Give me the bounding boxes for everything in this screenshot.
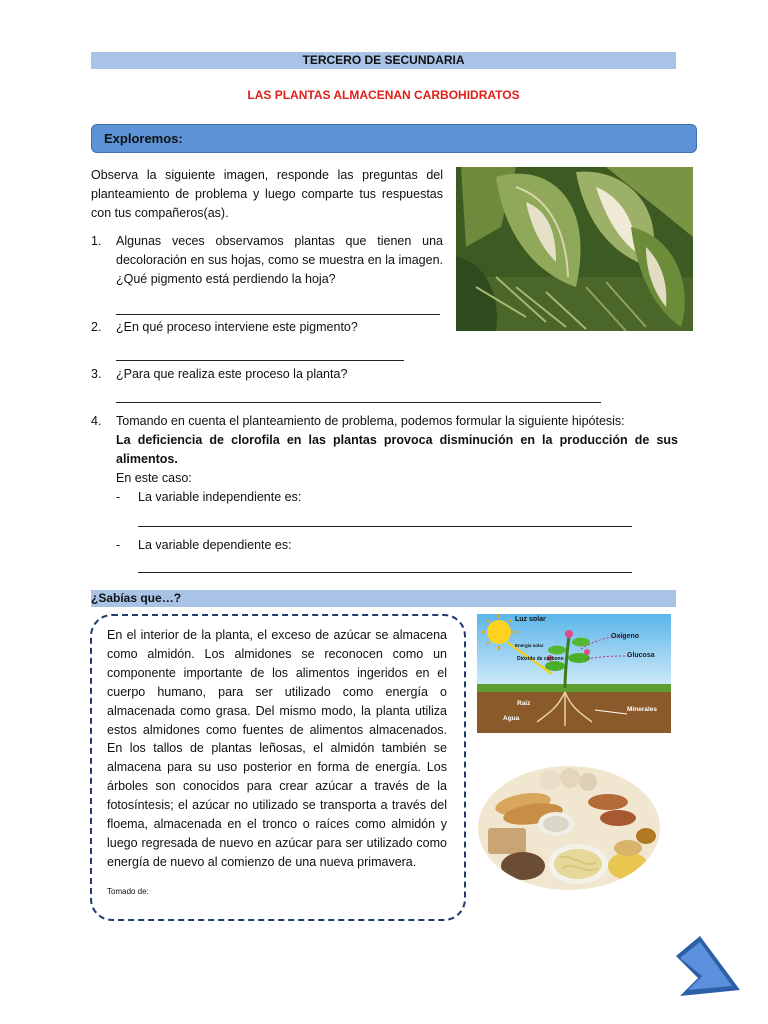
question-text: Tomando en cuenta el planteamiento de problema, podemos formular la siguiente hipótesis: — [116, 414, 625, 428]
bullet: - — [116, 490, 121, 504]
question-number: 3. — [91, 367, 102, 381]
dependent-variable-label: La variable dependiente es: — [138, 538, 292, 552]
diagram-agua-label: Agua — [503, 715, 520, 722]
plant-leaves-photo — [456, 167, 693, 331]
answer-line-2[interactable] — [116, 360, 404, 361]
dependent-variable-line[interactable] — [138, 572, 632, 573]
answer-line-1[interactable] — [116, 314, 440, 315]
photosynthesis-diagram — [477, 614, 671, 733]
question-text: ¿En qué proceso interviene este pigmento? — [116, 320, 358, 334]
question-text: ¿Para que realiza este proceso la planta? — [116, 367, 348, 381]
question-3 — [91, 365, 443, 384]
diagram-minerales-label: Minerales — [627, 706, 657, 713]
diagram-energia-label: Energía solar — [515, 643, 544, 648]
sabias-heading: ¿Sabías que…? — [91, 590, 676, 607]
page-title: LAS PLANTAS ALMACENAN CARBOHIDRATOS — [247, 88, 520, 102]
carbohydrate-foods-photo — [478, 766, 660, 890]
case-label: En este caso: — [116, 471, 192, 485]
question-4 — [91, 412, 678, 488]
intro-paragraph: Observa la siguiente imagen, responde las preguntas del planteamiento de problema y luego comparte tus respuestas con tus compañeros(as). — [91, 168, 443, 220]
question-number: 2. — [91, 320, 102, 334]
hypothesis: La deficiencia de clorofila en las plantas provoca disminución en la producción de sus alimentos. — [116, 433, 678, 466]
info-text: En el interior de la planta, el exceso de azúcar se almacena como almidón. Los almidones se reconocen como un componente importante de los alimentos ingeridos en el cuerpo humano, para ser utilizado como energía o almacenada como grasa. Del mismo modo, la planta utiliza estos almidones como fuentes de alimentos almacenados. En los tallos de plantas leñosas, el almidón también se almacena para su uso posterior en forma de energía. Los árboles son conocidos para crear azúcar a través de la fotosíntesis; el azúcar no utilizado se transporta a través del floema, almacenada en el tronco o raíces como almidón y luego regresada de nuevo en azúcar para ser utilizado como energía de nuevo al comienzo de una nueva primavera. — [107, 628, 447, 869]
independent-variable-line[interactable] — [138, 526, 632, 527]
diagram-glucosa-label: Glucosa — [627, 652, 655, 659]
question-1 — [91, 232, 443, 289]
question-2 — [91, 318, 443, 337]
next-arrow-icon[interactable] — [670, 934, 742, 998]
explore-heading: Exploremos: — [91, 124, 697, 153]
sun-icon — [487, 620, 511, 644]
question-number: 1. — [91, 234, 102, 248]
diagram-luz-label: Luz solar — [515, 616, 546, 623]
source-label: Tomado de: — [107, 887, 149, 896]
diagram-raiz-label: Raíz — [517, 700, 531, 707]
bullet: - — [116, 538, 121, 552]
diagram-oxigeno-label: Oxígeno — [611, 633, 640, 640]
question-text: Algunas veces observamos plantas que tienen una decoloración en sus hojas, como se muestra en la imagen. ¿Qué pigmento está perdiendo la hoja? — [116, 234, 443, 286]
question-number: 4. — [91, 414, 102, 428]
independent-variable-label: La variable independiente es: — [138, 490, 302, 504]
diagram-dioxido-label: Dióxido de carbono — [517, 656, 564, 662]
answer-line-3[interactable] — [116, 402, 601, 403]
grade-banner: TERCERO DE SECUNDARIA — [91, 52, 676, 69]
